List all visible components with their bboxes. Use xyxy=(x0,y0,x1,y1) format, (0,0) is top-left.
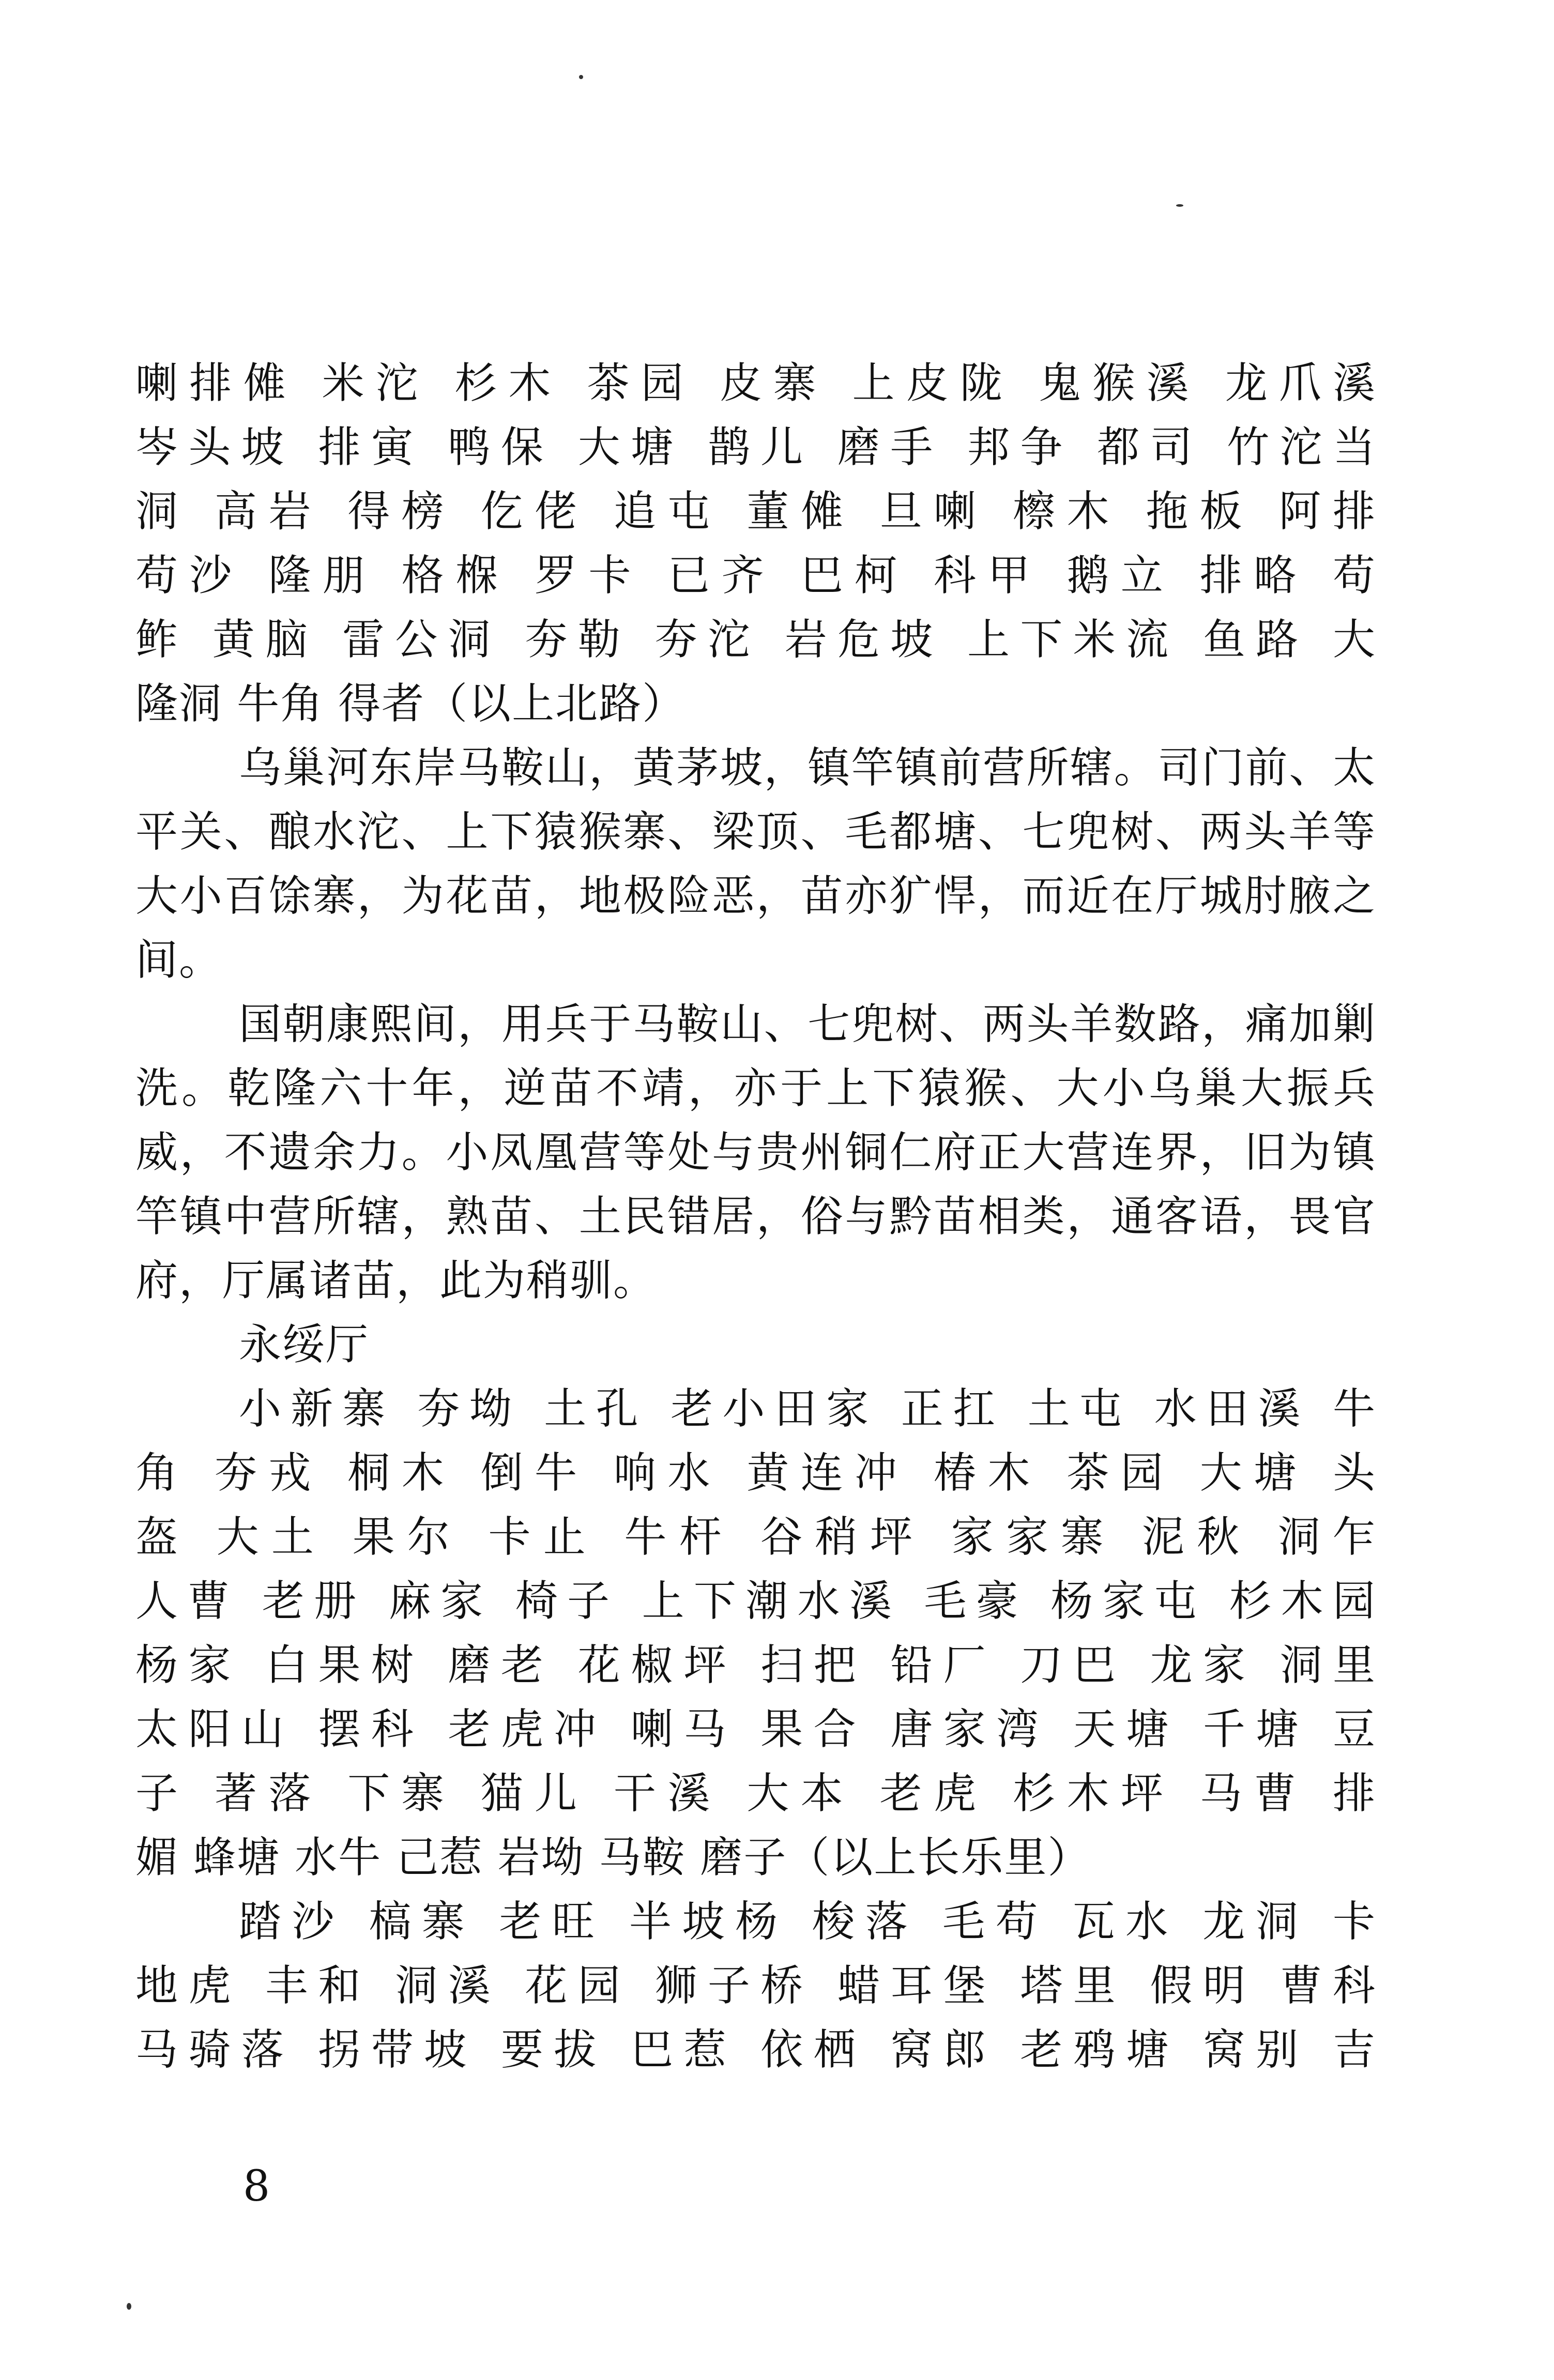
text-line-3: 洞 高岩 得榜 仡佬 追屯 董傩 旦喇 檫木 拖板 阿排 xyxy=(135,487,1376,536)
text-line-5: 鲊 黄脑 雷公洞 夯勒 夯沱 岩危坡 上下米流 鱼路 大 xyxy=(135,615,1376,664)
paragraph-line-7: 威，不遗余力。小凤凰营等处与贵州铜仁府正大营连界，旧为镇 xyxy=(135,1128,1376,1177)
list-line-3: 盔 大土 果尔 卡止 牛杆 谷稍坪 家家寨 泥秋 洞乍 xyxy=(135,1513,1376,1562)
scan-speck xyxy=(127,2303,131,2310)
list-line-5: 杨家 白果树 磨老 花椒坪 扫把 铅厂 刀巴 龙家 洞里 xyxy=(135,1641,1376,1690)
list-line-2: 角 夯戎 桐木 倒牛 响水 黄连冲 椿木 茶园 大塘 头 xyxy=(135,1448,1376,1498)
scan-speck xyxy=(579,75,583,79)
list-line-4: 人曹 老册 麻家 椅子 上下潮水溪 毛豪 杨家屯 杉木园 xyxy=(135,1577,1376,1626)
paragraph-line-5: 国朝康熙间，用兵于马鞍山、七兜树、两头羊数路，痛加剿 xyxy=(239,1000,1376,1049)
list-line-6: 太阳山 摆科 老虎冲 喇马 果合 唐家湾 天塘 千塘 豆 xyxy=(135,1705,1376,1754)
list-line-10: 地虎 丰和 洞溪 花园 狮子桥 蜡耳堡 塔里 假明 曹科 xyxy=(135,1961,1376,2010)
text-line-4: 苟沙 隆朋 格椺 罗卡 已齐 巴柯 科甲 鹅立 排略 苟 xyxy=(135,551,1376,600)
paragraph-line-1: 乌巢河东岸马鞍山，黄茅坡，镇竿镇前营所辖。司门前、太 xyxy=(239,743,1376,792)
section-heading: 永绥厅 xyxy=(239,1320,370,1369)
paragraph-line-6: 洗。乾隆六十年，逆苗不靖，亦于上下猿猴、大小乌巢大振兵 xyxy=(135,1064,1376,1113)
paragraph-line-2: 平关、酿水沱、上下猿猴寨、梁顶、毛都塘、七兜树、两头羊等 xyxy=(135,807,1376,857)
text-line-6: 隆洞 牛角 得者（以上北路） xyxy=(135,679,686,728)
list-line-7: 子 著落 下寨 猫儿 干溪 大本 老虎 杉木坪 马曹 排 xyxy=(135,1769,1376,1818)
paragraph-line-9: 府，厅属诸苗，此为稍驯。 xyxy=(135,1256,657,1305)
list-line-11: 马骑落 拐带坡 要拔 巴惹 依栖 窝郎 老鸦塘 窝别 吉 xyxy=(135,2025,1376,2074)
paragraph-line-8: 竿镇中营所辖，熟苗、土民错居，俗与黔苗相类，通客语，畏官 xyxy=(135,1192,1376,1241)
scan-speck xyxy=(1176,204,1183,207)
paragraph-line-3: 大小百馀寨，为花苗，地极险恶，苗亦犷悍，而近在厅城肘腋之 xyxy=(135,872,1376,921)
body-text xyxy=(135,352,1376,2082)
list-line-8: 媚 蜂塘 水牛 己惹 岩坳 马鞍 磨子（以上长乐里） xyxy=(135,1833,1091,1882)
paragraph-line-4: 间。 xyxy=(135,936,223,985)
text-line-1: 喇排傩 米沱 杉木 茶园 皮寨 上皮陇 鬼猴溪 龙爪溪 xyxy=(135,359,1376,408)
list-line-9: 踏沙 槁寨 老旺 半坡杨 梭落 毛苟 瓦水 龙洞 卡 xyxy=(239,1897,1376,1946)
list-line-1: 小新寨 夯坳 土孔 老小田家 正扛 土屯 水田溪 牛 xyxy=(239,1384,1376,1433)
page-number: 8 xyxy=(243,2162,270,2211)
text-line-2: 岑头坡 排寅 鸭保 大塘 鹊儿 磨手 邦争 都司 竹沱当 xyxy=(135,423,1376,472)
